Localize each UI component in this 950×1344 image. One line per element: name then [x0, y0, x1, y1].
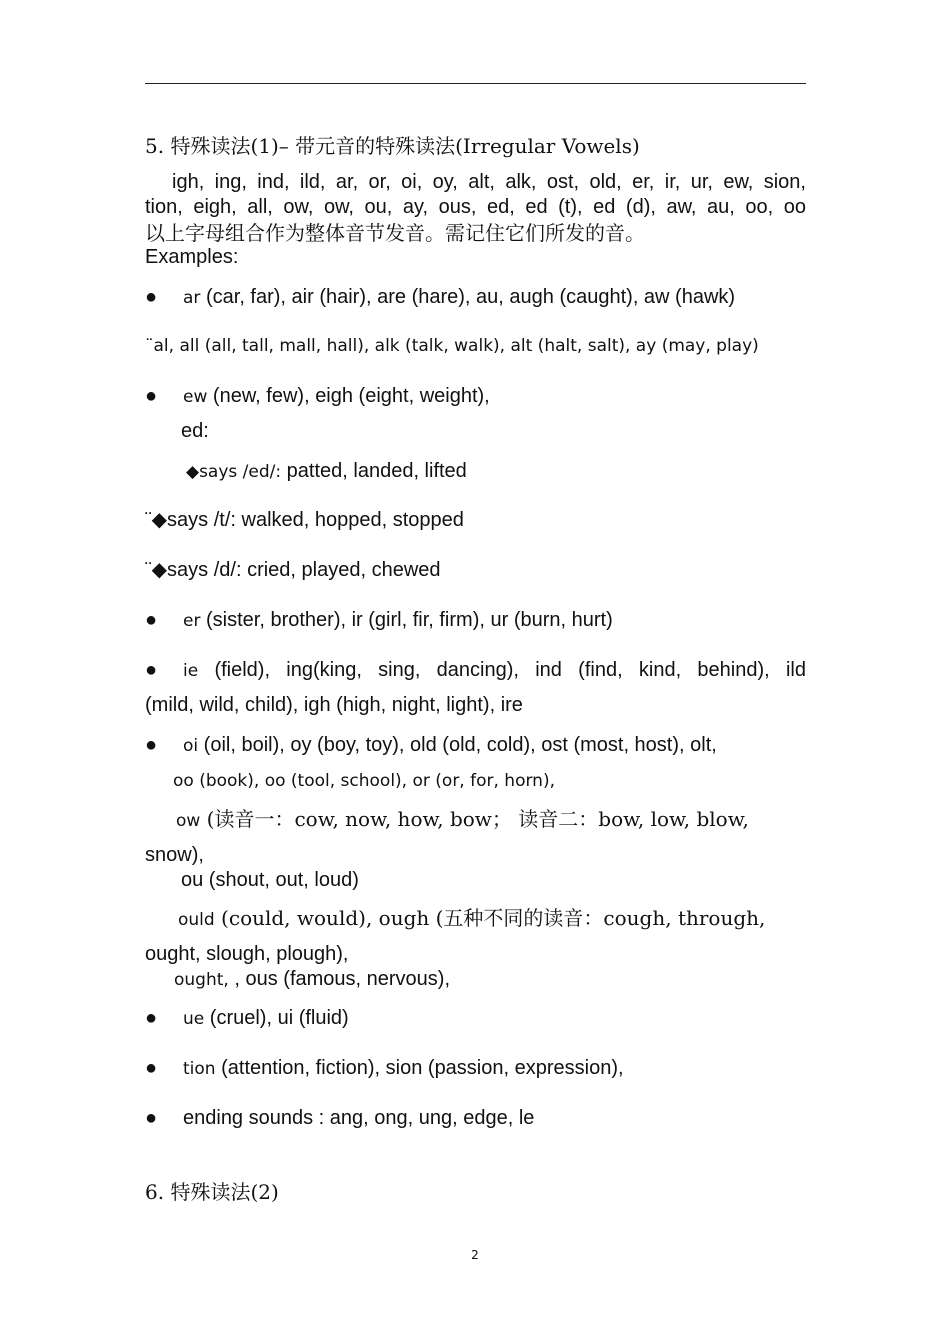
list-item-er: ● er (sister, brother), ir (girl, fir, firm), ur (burn, hurt)	[145, 609, 613, 631]
bullet-icon: ●	[145, 609, 158, 631]
list-item-al: ¨al, all (all, tall, mall, hall), alk (talk, walk), alt (halt, salt), ay (may, play)	[145, 336, 759, 356]
bullet-icon: ●	[145, 734, 158, 756]
ie-line-2: (mild, wild, child), igh (high, night, light), ire	[145, 694, 523, 716]
bullet-icon: ●	[145, 1107, 158, 1129]
intro-line-1: igh, ing, ind, ild, ar, or, oi, oy, alt, alk, ost, old, er, ir, ur, ew, sion,	[172, 171, 806, 193]
ould-line: ould (could, would), ough (五种不同的读音：cough, through,	[178, 906, 766, 930]
list-item-oi: ● oi (oil, boil), oy (boy, toy), old (old, cold), ost (most, host), olt,	[145, 734, 717, 756]
ed-label: ed:	[181, 420, 209, 442]
ow-line-2: snow),	[145, 844, 204, 866]
ed-says-t: ¨◆says /t/: walked, hopped, stopped	[145, 509, 464, 531]
ed-says-ed: ◆says /ed/: patted, landed, lifted	[186, 460, 467, 482]
bullet-icon: ●	[145, 286, 158, 308]
list-item-ew: ● ew (new, few), eigh (eight, weight),	[145, 385, 490, 407]
ed-says-d: ¨◆says /d/: cried, played, chewed	[145, 559, 441, 581]
section6-heading: 6. 特殊读法(2)	[145, 1180, 279, 1204]
bullet-icon: ●	[145, 1007, 158, 1029]
section5-heading: 5. 特殊读法(1)– 带元音的特殊读法(Irregular Vowels)	[145, 134, 640, 158]
bullet-icon: ●	[145, 385, 158, 407]
ow-line: ow (读音一：cow, now, how, bow； 读音二：bow, low, blow,	[176, 807, 749, 831]
examples-label: Examples:	[145, 246, 239, 268]
intro-line-2: tion, eigh, all, ow, ow, ou, ay, ous, ed, ed (t), ed (d), aw, au, oo, oo	[145, 196, 806, 218]
bullet-icon: ●	[145, 1057, 158, 1079]
list-item-ar: ● ar (car, far), air (hair), are (hare), au, augh (caught), aw (hawk)	[145, 286, 736, 308]
ou-line: ou (shout, out, loud)	[181, 869, 359, 891]
list-item-ie: ● ie (field), ing(king, sing, dancing), ind (find, kind, behind), ild	[145, 659, 806, 681]
oo-line: oo (book), oo (tool, school), or (or, for, horn),	[173, 771, 555, 791]
list-item-ending: ● ending sounds : ang, ong, ung, edge, le	[145, 1107, 535, 1129]
list-item-ue: ● ue (cruel), ui (fluid)	[145, 1007, 349, 1029]
ould-line-2: ought, slough, plough),	[145, 943, 349, 965]
list-item-tion: ● tion (attention, fiction), sion (passion, expression),	[145, 1057, 624, 1079]
bullet-icon: ●	[145, 659, 158, 681]
ought-line: ought, , ous (famous, nervous),	[174, 968, 451, 990]
intro-line-3: 以上字母组合作为整体音节发音。需记住它们所发的音。	[145, 221, 645, 245]
header-rule	[145, 83, 806, 84]
page-number: 2	[471, 1248, 479, 1262]
